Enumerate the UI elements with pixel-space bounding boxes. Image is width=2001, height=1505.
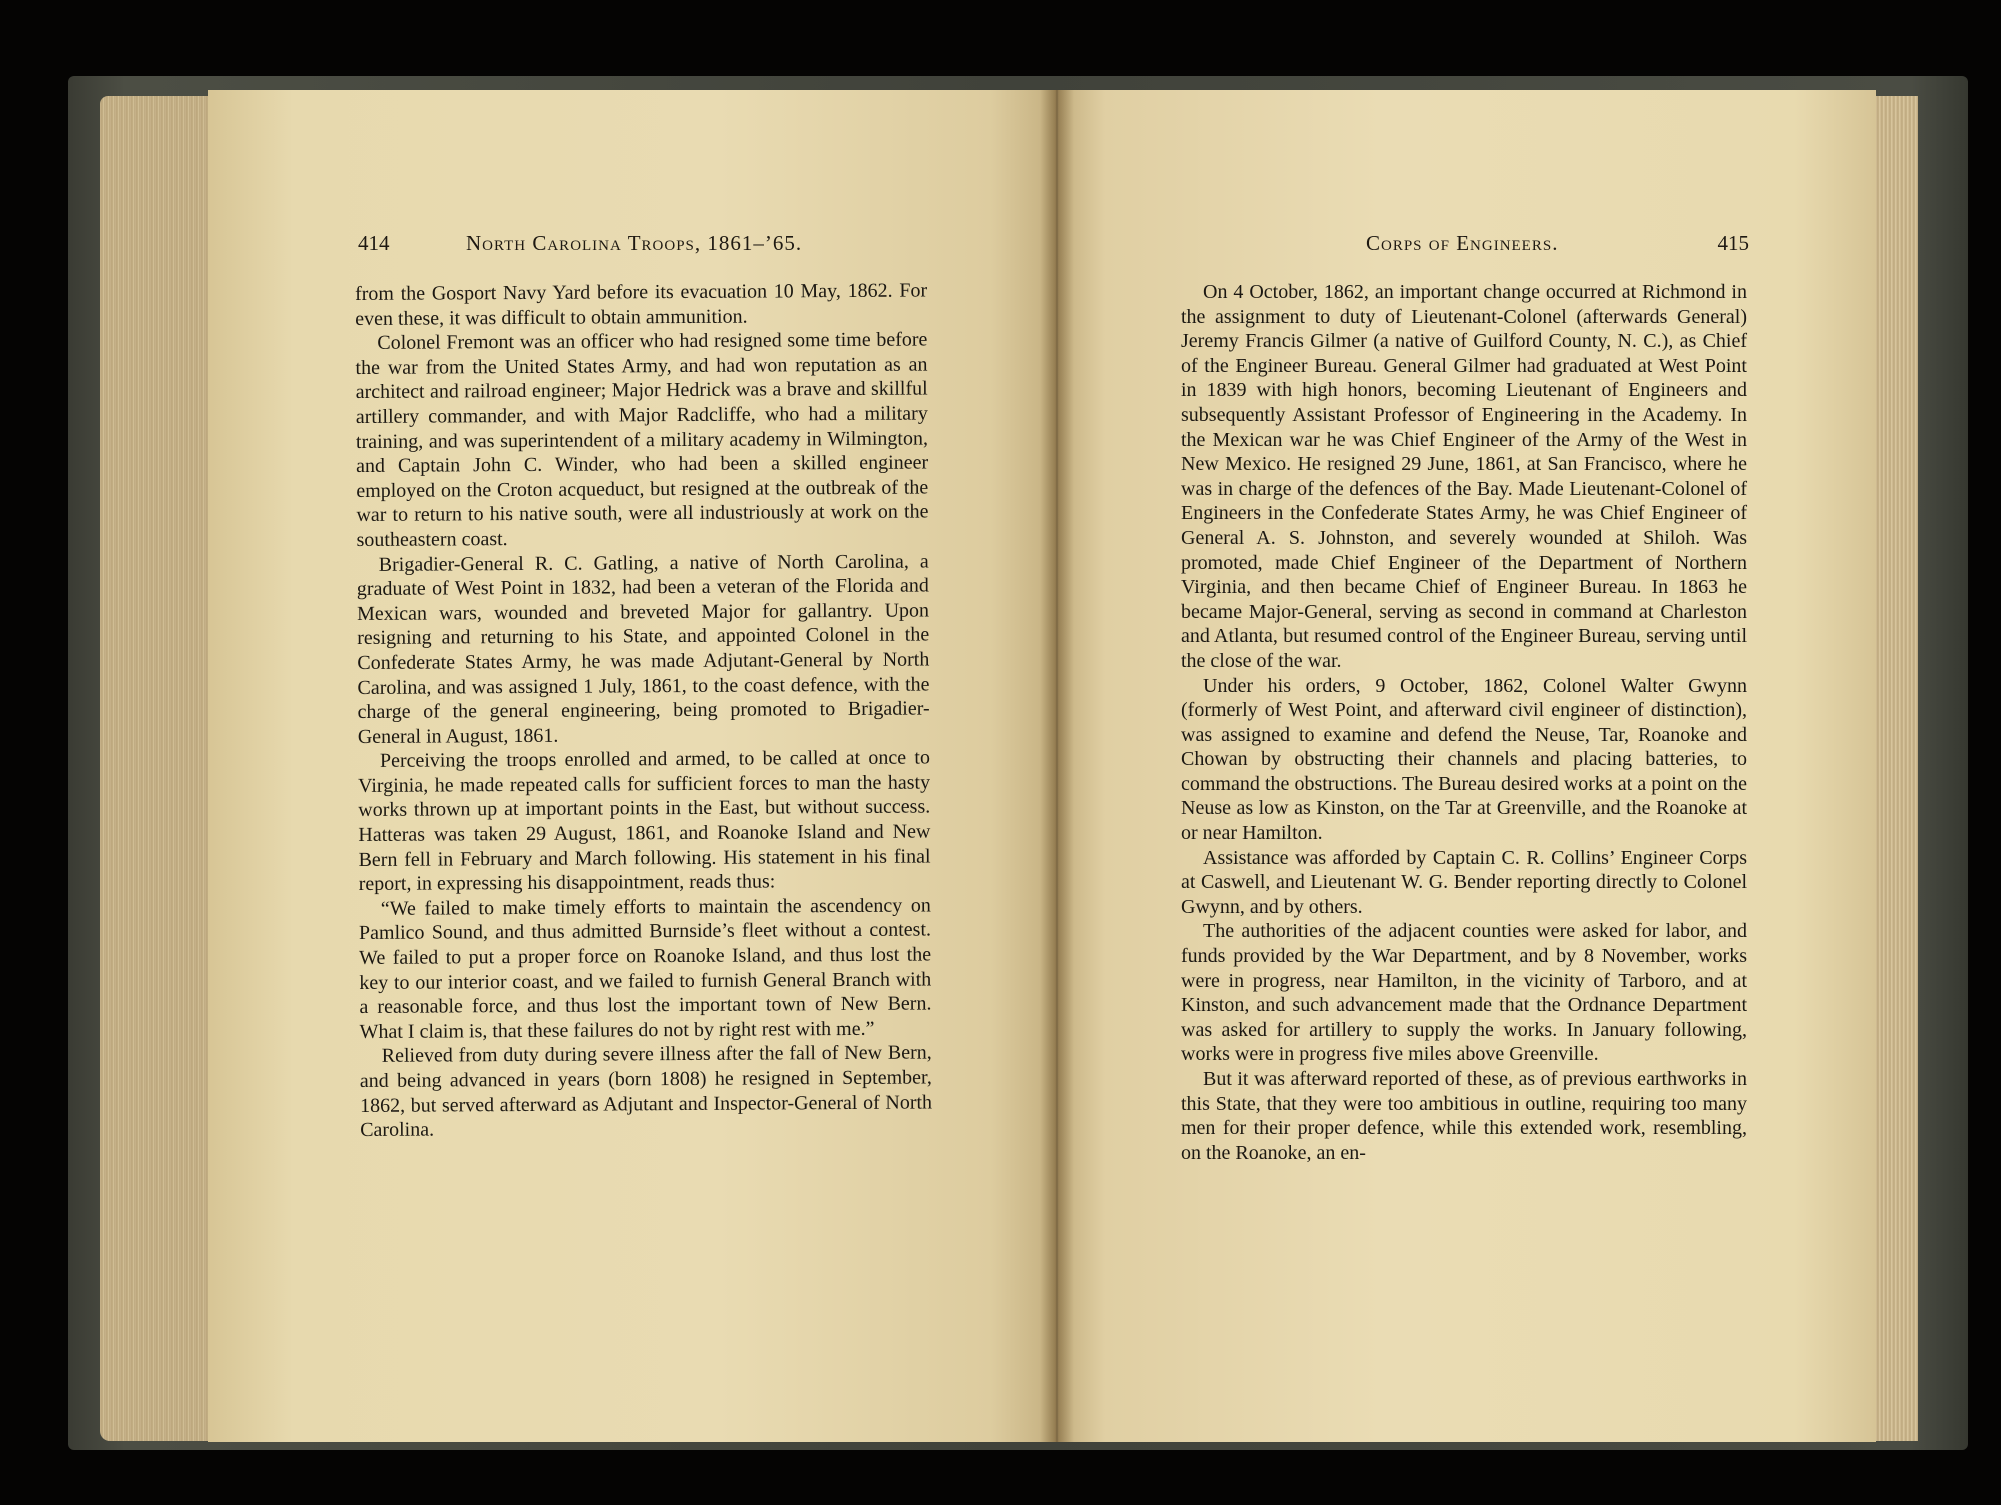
right-page-text <box>1181 280 1747 1165</box>
quotation-paragraph: “We failed to make timely efforts to maintain the ascendency on Pamlico Sound, and thus admitted Burnside’s fleet without a contest. We failed to put a proper force on Roanoke Island, and thus lost the key to our interior coast, and we failed to furnish General Branch with a reasonable force, and thus lost the important town of New Bern. What I claim is, that these failures do not by right rest with me.” <box>358 894 932 1043</box>
paragraph: Assistance was afforded by Captain C. R. Collins’ Engineer Corps at Caswell, and Lieutenant W. G. Bender reporting directly to Colonel Gwynn, and by others. <box>1181 846 1747 918</box>
left-page-number: 414 <box>358 231 390 255</box>
paragraph: Under his orders, 9 October, 1862, Colonel Walter Gwynn (formerly of West Point, and afterward civil engineer of distinction), was assigned to examine and defend the Neuse, Tar, Roanoke and Chowan by obstructing their channels and placing batteries, to command the obstructions. The Bureau desired works at a point on the Neuse as low as Kinston, on the Tar at Greenville, and the Roanoke at or near Hamilton. <box>1181 674 1747 845</box>
paragraph: On 4 October, 1862, an important change occurred at Richmond in the assignment to duty of Lieutenant-Colonel (afterwards General) Jeremy Francis Gilmer (a native of Guilford County, N. C.), as Chief of the Engineer Bureau. General Gilmer had graduated at West Point in 1839 with high honors, becoming Lieutenant of Engineers and subsequently Assistant Professor of Engineering in the Academy. In the Mexican war he was Chief Engineer of the Army of the West in New Mexico. He resigned 29 June, 1861, at San Francisco, where he was in charge of the defences of the Bay. Made Lieutenant-Colonel of Engineers in the Confederate States Army, he was Chief Engineer of General A. S. Johnston, and severely wounded at Shiloh. Was promoted, made Chief Engineer of the Department of Northern Virginia, and then became Chief of Engineer Bureau. In 1863 he became Major-General, serving as second in command at Charleston and Atlanta, but resumed control of the Engineer Bureau, serving until the close of the war. <box>1181 281 1747 672</box>
paragraph: Perceiving the troops enrolled and armed, to be called at once to Virginia, he made repeated calls for sufficient forces to man the hasty works thrown up at important points in the East, but without success. Hatteras was taken 29 August, 1861, and Roanoke Island and New Bern fell in February and March following. His statement in his final report, in expressing his disappointment, reads thus: <box>358 746 931 896</box>
book-gutter <box>1040 90 1074 1442</box>
left-running-title: North Carolina Troops, 1861–’65. <box>466 231 803 255</box>
left-page-edges <box>100 96 220 1441</box>
left-page-text <box>355 279 932 1143</box>
paragraph: from the Gosport Navy Yard before its evacuation 10 May, 1862. For even these, it was difficult to obtain ammunition. <box>355 279 928 330</box>
paragraph: Relieved from duty during severe illness after the fall of New Bern, and being advanced in years (born 1808) he resigned in September, 1862, but served afterward as Adjutant and Inspector-General of North Carolina. <box>359 1041 933 1142</box>
paragraph: The authorities of the adjacent counties were asked for labor, and funds provided by the War Department, and by 8 November, works were in progress, near Hamilton, in the vicinity of Tarboro, and at Kinston, and such advancement made that the Ordnance Department was asked for artillery to supply the works. In January following, works were in progress five miles above Greenville. <box>1181 920 1747 1066</box>
right-running-title: Corps of Engineers. <box>1366 231 1559 255</box>
paragraph: But it was afterward reported of these, as of previous earthworks in this State, that they were too ambitious in outline, requiring too many men for their proper defence, while this extended work, resembling, on the Roanoke, an en- <box>1181 1068 1747 1164</box>
paragraph: Colonel Fremont was an officer who had resigned some time before the war from the United States Army, and had won reputation as an architect and railroad engineer; Major Hedrick was a brave and skillful artillery commander, and with Major Radcliffe, who had a military training, and was superintendent of a military academy in Wilmington, and Captain John C. Winder, who had been a skilled engineer employed on the Croton acqueduct, but resigned at the outbreak of the war to return to his native south, were all industriously at work on the southeastern coast. <box>355 328 929 551</box>
right-page-number: 415 <box>1717 231 1749 255</box>
paragraph: Brigadier-General R. C. Gatling, a native of North Carolina, a graduate of West Point in 1832, had been a veteran of the Florida and Mexican wars, wounded and breveted Major for gallantry. Upon resigning and returning to his State, and appointed Colonel in the Confederate States Army, he was made Adjutant-General by North Carolina, and was assigned 1 July, 1861, to the coast defence, with the charge of the general engineering, being promoted to Brigadier-General in August, 1861. <box>356 550 930 748</box>
